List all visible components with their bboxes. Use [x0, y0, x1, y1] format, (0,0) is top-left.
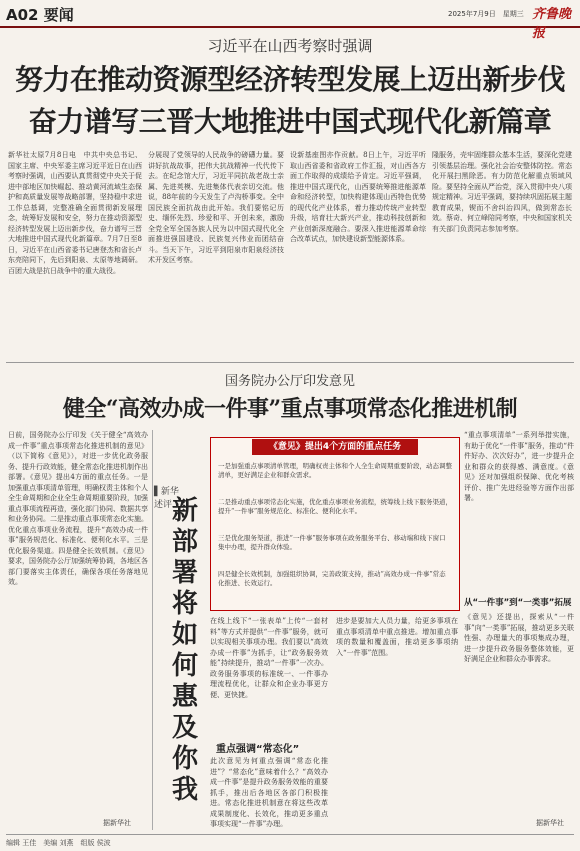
newspaper-logo: 齐鲁晚报 [532, 7, 572, 41]
story1-kicker: 习近平在山西考察时强调 [207, 37, 373, 55]
story2-subhead-2: 从“一件事”到“一类事”拓展 [464, 598, 572, 608]
key-task-item: 一是加强重点事项清单管理，明确权责主体和个人全生命周期重要阶段，动态调整清单，更好满足企业和群众需求。 [218, 462, 452, 479]
story2-column-4: 进步是要加大人员力量，给更多事项在重点事项清单中重点推进。增加重点事项的数量和覆盖面，推动更多事项纳入“一件事”范围。 [336, 617, 458, 657]
key-task-item: 三是优化服务渠道，推进“一件事”服务事项在政务服务平台、移动端和线下窗口集中办理，提升群众体验。 [218, 534, 446, 551]
story2-column-1: 日前，国务院办公厅印发《关于健全“高效办成一件事”重点事项常态化推进机制的意见》（以下简称《意见》），对进一步优化政务服务、提升行政效能，健全常态化推进机制作出部署。《意见》提出4方面的重点任务。一是加强重点事项清单管理，明确权责主体和个人全生命周期和企业全生命周期重要阶段，加强重点事项流程再造，强化部门协同、数据共享和业务协同。二是推动重点事项常态化实施。优化重点事项业务流程，提升“高效办成一件事”服务规范化、标准化、便利化水平。三是优化服务渠道。四是健全长效机制。《意见》要求，国务院办公厅加强统筹协调，各地区各部门要落实主体责任，确保各项任务落地见效。 [8, 431, 148, 586]
story2-column-3b: 此次意见为何重点强调“常态化推进”？“常态化”意味着什么？“高效办成一件事”是提升政务服务效能的重要抓手，推出后各地区各部门积极推进。常态化推进机制意在将这些改革成果制度化、长效化，推动更多重点事项实现“一件事”办理。 [210, 757, 328, 828]
story2-column-3: 在线上线下“一张表单”上传“一套材料”等方式并提供“一件事”服务，就可以实现相关事项办理。我们要以“高效办成一件事”为抓手，让“政务服务效能”持续提升，推动“一件事”一次办。政务服务事项的标准统一、一件事办理流程优化，让群众和企业办事更方便、更快捷。 [210, 617, 328, 699]
story1-column-3: 设新基座图亦作贡献。8日上午，习近平听取山西省委和省政府工作汇报，对山西各方面工作取得的成绩给予肯定。习近平强调，推进中国式现代化，山西要统筹推进能源革命和经济转型，加快构建体现山西特色优势的现代化产业体系，着力推动传统产业转型升级，培育壮大新兴产业，推动科技创新和产业创新深度融合。要深入推进能源革命综合改革试点，加快建设新型能源体系。 [290, 151, 426, 243]
commentary-tag: ▌新华述评 [154, 487, 179, 510]
section-divider [6, 362, 574, 363]
page-header [0, 0, 580, 41]
signoff-1: 据新华社 [103, 819, 131, 827]
story1-headline-line1: 努力在推动资源型经济转型发展上迈出新步伐 [14, 63, 565, 96]
signoff-2: 据新华社 [536, 819, 564, 827]
story2-headline: 健全“高效办成一件事”重点事项常态化推进机制 [62, 396, 518, 422]
story1-headline-line2: 奋力谱写三晋大地推进中国式现代化新篇章 [28, 105, 552, 138]
key-task-item: 二是推动重点事项常态化实施，优化重点事项业务流程，统筹线上线下服务渠道，提升“一件事”服务规范化、标准化、便利化水平。 [218, 498, 452, 515]
story1-column-2: 分展现了党领导的人民战争的磅礴力量。要讲好抗战故事，把伟大抗战精神一代代传下去。在纪念馆大厅，习近平同抗战老战士亲属、先进英模、先进集体代表亲切交流。他说，88年前的今天发生了卢沟桥事变。全中国民族全面抗战由此开始。我们要铭记历史、缅怀先烈、珍爱和平、开创未来，激励全党全军全国各族人民为以中国式现代化全面推进强国建设、民族复兴伟业而团结奋斗。当天下午，习近平到阳泉市阳泉经济技术开发区考察。 [148, 151, 284, 264]
story2-kicker: 国务院办公厅印发意见 [224, 374, 355, 389]
issue-date: 2025年7月9日 星期三 [448, 10, 524, 18]
editor-credits: 编辑 王佳 美编 刘燕 组版 侯波 [6, 839, 111, 847]
story2-subhead-1: 重点强调“常态化” [216, 744, 300, 755]
commentary-vertical-headline: 新部署将如何惠及你我 [171, 496, 198, 805]
footer-divider [6, 834, 574, 835]
story1-column-4: 隆服务，壳牢固维群众基本生活，要深化党建引领基层治理。强化社会治安整体防控。常态化开展扫黑除恶。有力防范化解重点领域风险。要坚持全面从严治党，深入贯彻中央八项规定精神。习近平强调，要持续巩固拓展主题教育成果，锲而不舍纠治四风，做到常态长效。蔡奇、何立峰陪同考察，中央和国家机关有关部门负责同志参加考察。 [432, 151, 572, 233]
page-number: A02 要闻 [6, 6, 74, 24]
key-tasks-box-title: 《意见》提出4个方面的重点任务 [252, 439, 418, 455]
story2-column-5b: 《意见》还提出，探索从“一件事”向“一类事”拓展，推动更多关联性强、办理量大的事项集成办理，进一步提升政务服务整体效能，更好满足企业和群众办事需求。 [464, 613, 574, 663]
story1-column-1: 新华社太原7月8日电 中共中央总书记、国家主席、中央军委主席习近平近日在山西考察时强调，山西要认真贯彻党中央关于促进中部地区加快崛起、推动黄河流域生态保护和高质量发展等战略部署，坚持稳中求进工作总基调，完整准确全面贯彻新发展理念，统筹好发展和安全，努力在推动资源型经济转型发展上迈出新步伐，奋力谱写三晋大地推进中国式现代化新篇章。7月7日至8日，习近平在山西省委书记唐登杰和省长卢东亮陪同下，先后到阳泉、太原等地调研。百团大战是抗日战争中的重大战役。 [8, 151, 142, 275]
column-rule [152, 430, 153, 830]
key-task-item: 四是健全长效机制，加强组织协调，完善政策支持，推动“高效办成一件事”常态化推进、长效运行。 [218, 570, 446, 587]
story2-column-5: “重点事项清单”一系列举措实施，有助于优化“一件事”服务，推动“件件好办、次次好办”，进一步提升企业和群众的获得感、满意度。《意见》还对加强组织保障、优化考核评价、推广先进经验等方面作出部署。 [464, 431, 574, 502]
